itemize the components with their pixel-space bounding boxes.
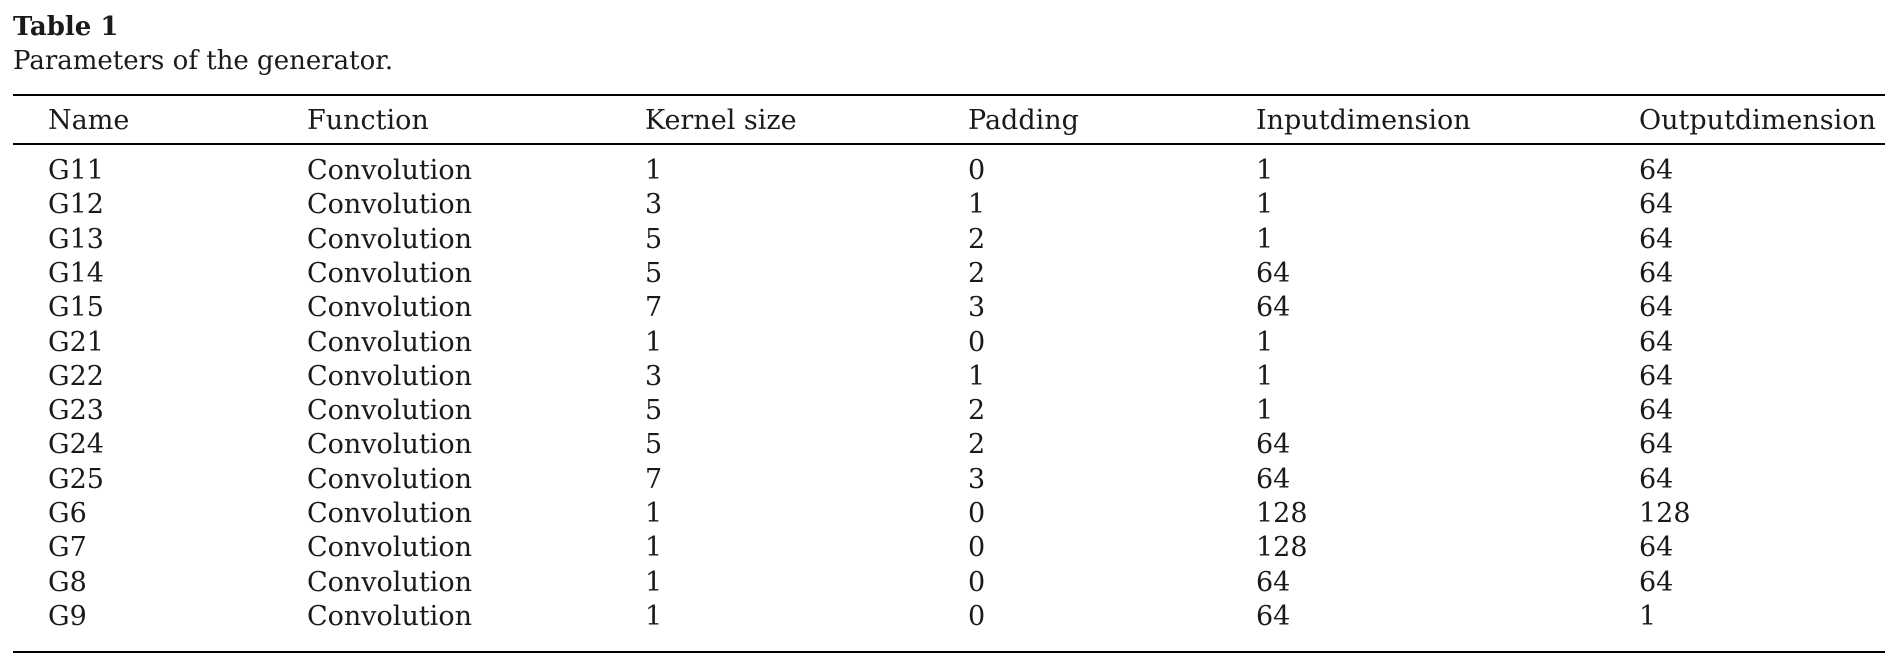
header-padding: Padding: [968, 105, 1079, 136]
table-row: [0, 566, 1898, 600]
table-top-rule: [13, 94, 1885, 96]
cell-padding: 2: [968, 258, 986, 289]
cell-input-dimension: 64: [1256, 601, 1291, 632]
cell-kernel-size: 1: [645, 498, 663, 529]
cell-function: Convolution: [307, 327, 472, 358]
cell-name: G13: [48, 224, 104, 255]
cell-name: G23: [48, 395, 104, 426]
cell-padding: 2: [968, 224, 986, 255]
cell-name: G11: [48, 155, 104, 186]
cell-kernel-size: 3: [645, 189, 663, 220]
table-row: [0, 394, 1898, 428]
cell-name: G24: [48, 429, 104, 460]
cell-input-dimension: 1: [1256, 327, 1274, 358]
cell-output-dimension: 64: [1639, 395, 1674, 426]
cell-kernel-size: 5: [645, 429, 663, 460]
cell-input-dimension: 1: [1256, 189, 1274, 220]
cell-name: G15: [48, 292, 104, 323]
cell-input-dimension: 1: [1256, 395, 1274, 426]
cell-output-dimension: 64: [1639, 327, 1674, 358]
cell-name: G22: [48, 361, 104, 392]
cell-function: Convolution: [307, 189, 472, 220]
cell-input-dimension: 64: [1256, 258, 1291, 289]
cell-input-dimension: 1: [1256, 224, 1274, 255]
table-label: Table 1: [13, 12, 119, 42]
cell-name: G6: [48, 498, 87, 529]
cell-function: Convolution: [307, 429, 472, 460]
table-bottom-rule: [13, 651, 1885, 653]
cell-function: Convolution: [307, 532, 472, 563]
cell-name: G12: [48, 189, 104, 220]
cell-output-dimension: 64: [1639, 567, 1674, 598]
cell-input-dimension: 128: [1256, 532, 1308, 563]
cell-function: Convolution: [307, 258, 472, 289]
cell-function: Convolution: [307, 292, 472, 323]
table-row: [0, 497, 1898, 531]
cell-input-dimension: 64: [1256, 292, 1291, 323]
cell-padding: 0: [968, 155, 986, 186]
table-row: [0, 291, 1898, 325]
cell-output-dimension: 64: [1639, 464, 1674, 495]
cell-input-dimension: 64: [1256, 464, 1291, 495]
cell-input-dimension: 1: [1256, 361, 1274, 392]
cell-padding: 0: [968, 601, 986, 632]
cell-output-dimension: 64: [1639, 189, 1674, 220]
cell-output-dimension: 1: [1639, 601, 1657, 632]
cell-output-dimension: 64: [1639, 292, 1674, 323]
cell-function: Convolution: [307, 224, 472, 255]
cell-padding: 0: [968, 327, 986, 358]
table-row: [0, 223, 1898, 257]
cell-output-dimension: 64: [1639, 258, 1674, 289]
cell-padding: 0: [968, 498, 986, 529]
table-header-row: [0, 104, 1898, 138]
cell-name: G9: [48, 601, 87, 632]
cell-function: Convolution: [307, 155, 472, 186]
cell-padding: 1: [968, 361, 986, 392]
cell-padding: 2: [968, 429, 986, 460]
header-output-dimension: Outputdimension: [1639, 105, 1876, 136]
cell-name: G8: [48, 567, 87, 598]
cell-function: Convolution: [307, 395, 472, 426]
cell-padding: 0: [968, 532, 986, 563]
cell-input-dimension: 64: [1256, 567, 1291, 598]
cell-output-dimension: 64: [1639, 224, 1674, 255]
cell-kernel-size: 1: [645, 601, 663, 632]
table-title: Parameters of the generator.: [13, 46, 394, 76]
cell-padding: 3: [968, 464, 986, 495]
cell-name: G14: [48, 258, 104, 289]
table-row: [0, 257, 1898, 291]
cell-output-dimension: 64: [1639, 429, 1674, 460]
cell-kernel-size: 7: [645, 464, 663, 495]
cell-kernel-size: 1: [645, 532, 663, 563]
cell-padding: 0: [968, 567, 986, 598]
table-row: [0, 154, 1898, 188]
table-row: [0, 428, 1898, 462]
cell-output-dimension: 64: [1639, 361, 1674, 392]
table-caption: [13, 10, 393, 78]
cell-input-dimension: 64: [1256, 429, 1291, 460]
header-input-dimension: Inputdimension: [1256, 105, 1471, 136]
cell-kernel-size: 5: [645, 395, 663, 426]
cell-padding: 1: [968, 189, 986, 220]
cell-kernel-size: 1: [645, 155, 663, 186]
cell-kernel-size: 1: [645, 567, 663, 598]
cell-function: Convolution: [307, 601, 472, 632]
cell-kernel-size: 5: [645, 258, 663, 289]
cell-kernel-size: 3: [645, 361, 663, 392]
cell-function: Convolution: [307, 567, 472, 598]
table-row: [0, 463, 1898, 497]
cell-kernel-size: 7: [645, 292, 663, 323]
cell-input-dimension: 128: [1256, 498, 1308, 529]
cell-input-dimension: 1: [1256, 155, 1274, 186]
table-row: [0, 531, 1898, 565]
cell-kernel-size: 5: [645, 224, 663, 255]
table-row: [0, 188, 1898, 222]
cell-padding: 3: [968, 292, 986, 323]
cell-function: Convolution: [307, 498, 472, 529]
cell-output-dimension: 64: [1639, 532, 1674, 563]
cell-name: G25: [48, 464, 104, 495]
table-row: [0, 360, 1898, 394]
cell-function: Convolution: [307, 361, 472, 392]
table-row: [0, 326, 1898, 360]
cell-function: Convolution: [307, 464, 472, 495]
cell-name: G21: [48, 327, 104, 358]
header-function: Function: [307, 105, 429, 136]
table-header-rule: [13, 143, 1885, 145]
cell-name: G7: [48, 532, 87, 563]
cell-padding: 2: [968, 395, 986, 426]
table-row: [0, 600, 1898, 634]
header-kernel-size: Kernel size: [645, 105, 797, 136]
header-name: Name: [48, 105, 130, 136]
cell-kernel-size: 1: [645, 327, 663, 358]
cell-output-dimension: 128: [1639, 498, 1691, 529]
cell-output-dimension: 64: [1639, 155, 1674, 186]
